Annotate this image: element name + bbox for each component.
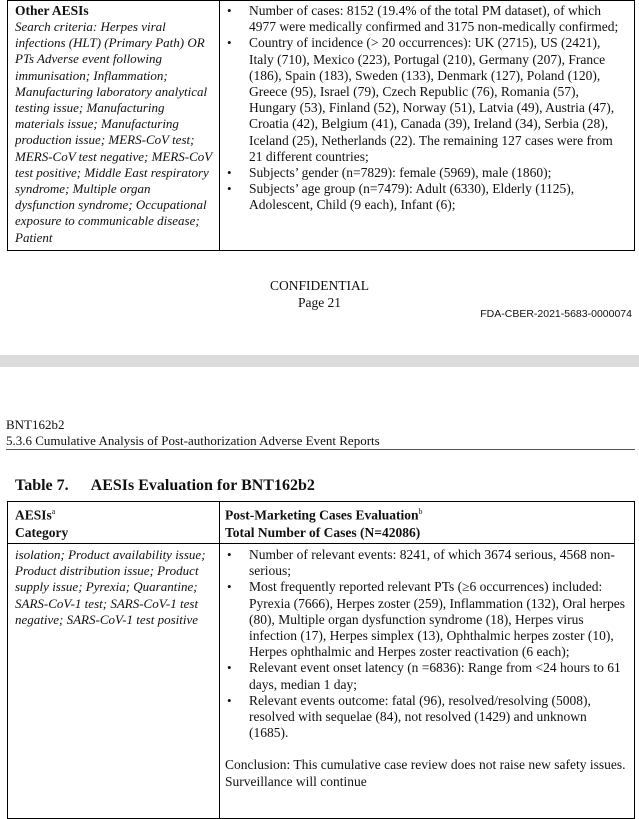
header-post-marketing: Post-Marketing Cases Evaluation$^b$ bbox=[225, 507, 423, 523]
page-22 bbox=[0, 367, 639, 816]
aesi-table-continued bbox=[7, 0, 635, 251]
header-rule bbox=[6, 449, 635, 450]
footnote-a: a bbox=[51, 507, 56, 516]
header-aesis: AESIs$^a$ bbox=[15, 507, 56, 523]
table-number: Table 7. bbox=[15, 477, 69, 494]
table-title bbox=[15, 477, 315, 495]
aesi-evaluation-table bbox=[7, 501, 635, 819]
running-header-product: BNT162b2 bbox=[6, 417, 65, 432]
page-21 bbox=[0, 0, 639, 355]
header-total-cases: Total Number of Cases (N=42086) bbox=[225, 524, 421, 540]
table-caption: AESIs Evaluation for BNT162b2 bbox=[90, 477, 315, 494]
category-text: isolation; Product availability issue; Product distribution issue; Product supply issue; Pyrexia; Quarantine; SARS-CoV-1 test; SARS-CoV-1 test negative; SARS-CoV-1 test positive bbox=[15, 547, 206, 627]
footnote-b: b bbox=[418, 507, 423, 516]
list-item: • Number of cases: 8152 (19.4% of the total PM dataset), of which 4977 were medically confirmed and 3175 non-medically confirmed; bbox=[225, 3, 628, 35]
evaluation-list bbox=[225, 547, 628, 741]
list-item: • Subjects’ gender (n=7829): female (5969), male (1860); bbox=[225, 165, 628, 181]
page-number: Page 21 bbox=[297, 295, 342, 310]
confidential-label: CONFIDENTIAL bbox=[270, 278, 369, 293]
running-header-section: 5.3.6 Cumulative Analysis of Post-authorization Adverse Event Reports bbox=[6, 433, 380, 448]
list-item: • Relevant event onset latency (n =6836): Range from <24 hours to 61 days, median 1 day; bbox=[225, 660, 628, 692]
list-item: • Country of incidence (> 20 occurrences): UK (2715), US (2421), Italy (710), Mexico (223), Portugal (210), Germany (207), France (186), Spain (183), Sweden (133), Denmark (127), Poland (120), Greece (95), Israel (79), Czech Republic (76), Romania (57), Hungary (53), Finland (52), Norway (51), Latvia (49), Austria (47), Croatia (42), Belgium (41), Canada (39), Ireland (34), Serbia (28), Iceland (25), Netherlands (22). The remaining 127 cases were from 21 different countries; bbox=[225, 35, 628, 165]
list-item: • Number of relevant events: 8241, of which 3674 serious, 4568 non-serious; bbox=[225, 547, 628, 579]
conclusion-text: Conclusion: This cumulative case review does not raise new safety issues. Surveillance will continue bbox=[225, 757, 626, 789]
list-item: • Subjects’ age group (n=7479): Adult (6330), Elderly (1125), Adolescent, Child (9 each), Infant (6); bbox=[225, 181, 628, 213]
header-evaluation-cell bbox=[220, 502, 635, 544]
search-criteria-text: Search criteria: Herpes viral infections (HLT) (Primary Path) OR PTs Adverse event following immunisation; Inflammation; Manufacturing laboratory analytical testing issue; Manufacturing materials issue; Manufacturing production issue; MERS-CoV test; MERS-CoV test negative; MERS-CoV test positive; Middle East respiratory syndrome; Multiple organ dysfunction syndrome; Occupational exposure to communicable disease; Patient bbox=[15, 19, 212, 245]
evaluation-cell bbox=[220, 1, 635, 251]
list-item: • Most frequently reported relevant PTs (≥6 occurrences) included: Pyrexia (7666), Herpes zoster (259), Inflammation (132), Oral herpes (80), Multiple organ dysfunction syndrome (18), Herpes virus infection (17), Herpes simplex (13), Ophthalmic herpes zoster (10), Herpes ophthalmic and Herpes zoster reactivation (6 each); bbox=[225, 579, 628, 660]
category-cell bbox=[8, 1, 220, 251]
list-item: • Relevant events outcome: fatal (96), resolved/resolving (5008), resolved with sequelae (84), not resolved (1429) and unknown (1685). bbox=[225, 693, 628, 742]
header-category: Category bbox=[15, 524, 69, 540]
evaluation-list bbox=[225, 3, 628, 214]
evaluation-cell bbox=[220, 544, 635, 819]
category-heading: Other AESIs bbox=[15, 3, 89, 18]
category-cell bbox=[8, 544, 220, 819]
document-id: FDA-CBER-2021-5683-0000074 bbox=[480, 308, 632, 320]
header-category-cell bbox=[8, 502, 220, 544]
page-separator bbox=[0, 355, 639, 367]
